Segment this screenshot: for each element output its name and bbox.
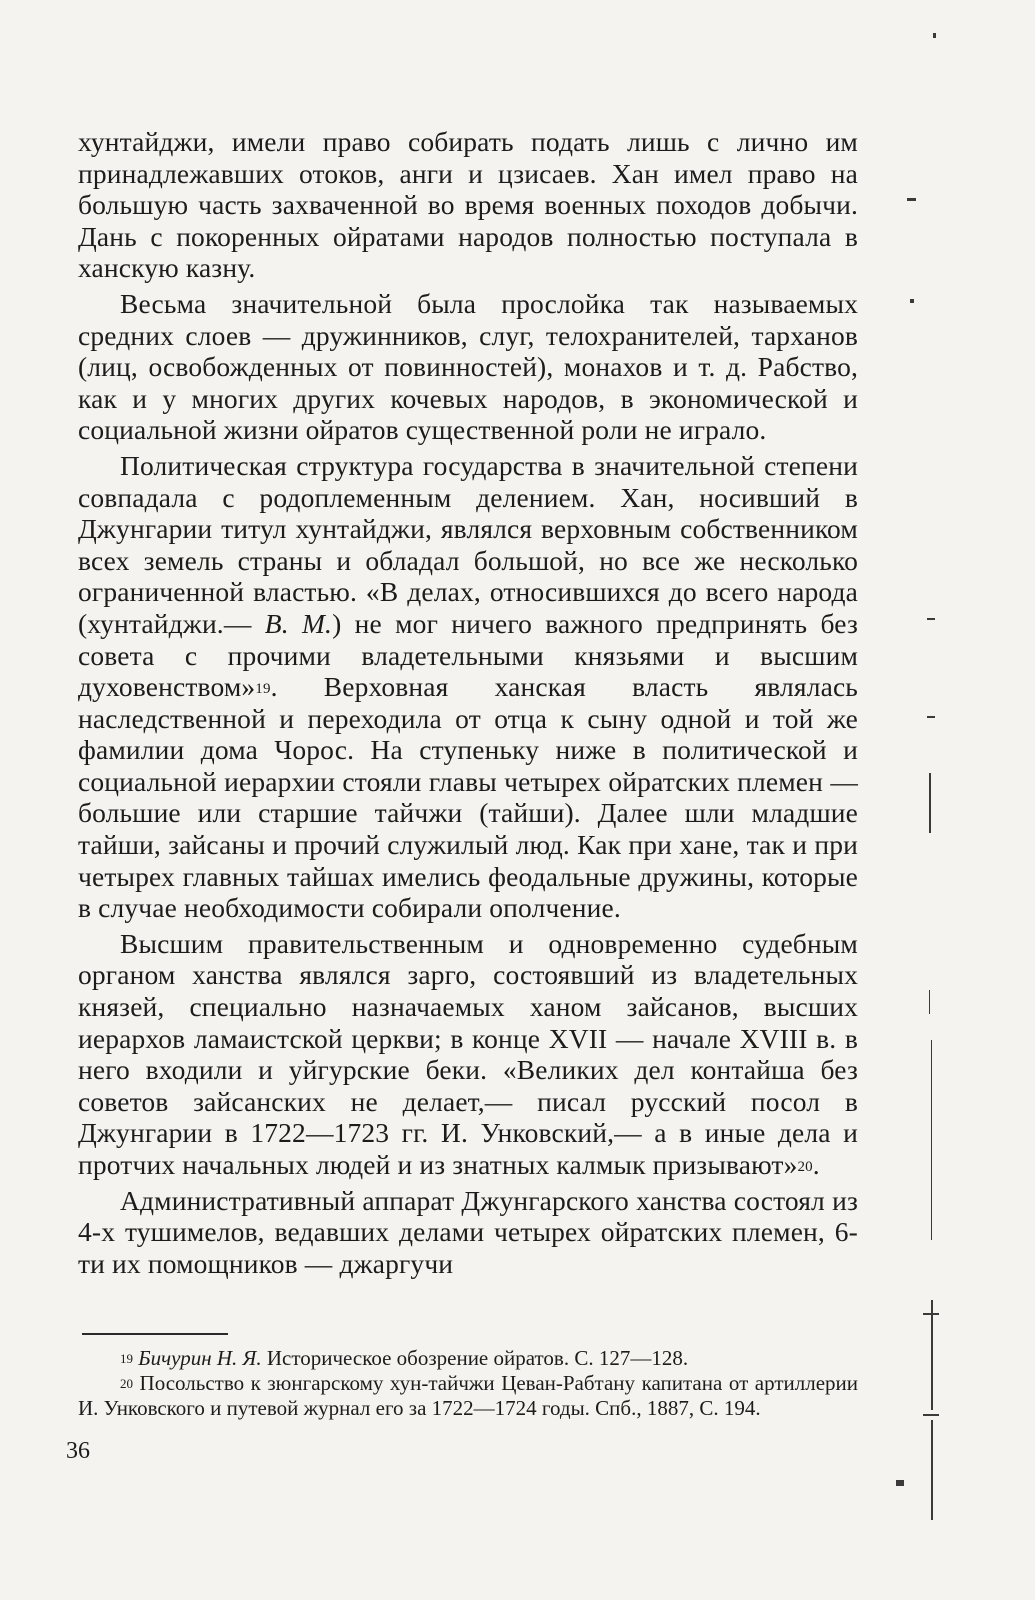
- footnote-19-number: 19: [120, 1351, 133, 1366]
- scan-artifact: [907, 198, 916, 201]
- scan-artifact: [929, 773, 931, 833]
- paragraph-5: [78, 1185, 858, 1280]
- paragraph-4-text-b: .: [812, 1149, 820, 1180]
- scan-artifact: [927, 618, 935, 620]
- author-initials: В. М.: [264, 607, 333, 639]
- paragraph-3-text-a: Политическая структура государства в значительной степени совпадала с родоплеменным делением. Хан, носивший в Джунгарии титул хунтайджи, являлся верховным собственником всех земель страны и обладал большой, но все же несколько ограниченной властью. «В делах, относившихся до всего народа (хунтайджи.—: [78, 449, 858, 639]
- footnotes: [78, 1346, 858, 1421]
- scan-artifact: [929, 990, 930, 1014]
- footnote-divider: [82, 1333, 228, 1335]
- paragraph-1-text: хунтайджи, имели право собирать подать лишь с лично им принадлежавших отоков, анги и цзисаев. Хан имел право на большую часть захваченной во время военных походов добычи. Дань с покоренных ойратами народов полностью поступала в ханскую казну.: [78, 126, 858, 284]
- page-number: 36: [66, 1438, 90, 1464]
- scan-artifact: [923, 1313, 939, 1315]
- paragraph-1: [78, 126, 858, 284]
- footnote-ref-19: 19: [255, 681, 271, 698]
- footnote-19: [78, 1346, 858, 1371]
- scan-artifact: [931, 1420, 933, 1520]
- footnote-19-text: Историческое обозрение ойратов. С. 127—128.: [261, 1346, 689, 1370]
- paragraph-5-text: Административный аппарат Джунгарского ханства состоял из 4-х тушимелов, ведавших делами четырех ойратских племен, 6-ти их помощников — джаргучи: [78, 1184, 858, 1279]
- page-body: [78, 126, 858, 1279]
- scan-artifact: [931, 1300, 933, 1410]
- scan-artifact: [933, 33, 936, 38]
- paragraph-3: [78, 450, 858, 924]
- footnote-20-number: 20: [120, 1376, 133, 1391]
- paragraph-4: [78, 928, 858, 1181]
- scan-artifact: [896, 1480, 904, 1486]
- paragraph-2-text: Весьма значительной была прослойка так называемых средних слоев — дружинников, слуг, телохранителей, тарханов (лиц, освобожденных от повинностей), монахов и т. д. Рабство, как и у многих других кочевых народов, в экономической и социальной жизни ойратов существенной роли не играло.: [78, 287, 858, 446]
- scan-artifact: [931, 1040, 932, 1240]
- scan-artifact: [927, 716, 935, 718]
- footnote-19-author: Бичурин Н. Я.: [138, 1346, 262, 1370]
- scan-artifact: [910, 299, 914, 303]
- scan-artifact: [923, 1414, 939, 1416]
- footnote-ref-20: 20: [797, 1159, 813, 1175]
- paragraph-2: [78, 288, 858, 446]
- footnote-20-text: Посольство к зюнгарскому хун-тайчжи Цеван-Рабтану капитана от артиллерии И. Унковского и путевой журнал его за 1722—1724 годы. Спб., 1887, С. 194.: [78, 1371, 858, 1420]
- paragraph-3-text-b: ) не мог ничего важного предпринять без совета с прочими владетельными князьями и высшим духовенством»: [78, 607, 858, 703]
- paragraph-4-text-a: Высшим правительственным и одновременно судебным органом ханства являлся зарго, состоявший из владетельных князей, специально назначаемых ханом зайсанов, высших иерархов ламаистской церкви; в конце XVII — начале XVIII в. в него входили и уйгурские беки. «Великих дел контайша без советов зайсанских не делает,— писал русский посол в Джунгарии в 1722—1723 гг. И. Унковский,— а в иные дела и протчих начальных людей и из знатных калмык призывают»: [78, 927, 858, 1180]
- paragraph-3-text-c: . Верховная ханская власть являлась наследственной и переходила от отца к сыну одной и той же фамилии дома Чорос. На ступеньку ниже в политической и социальной иерархии стояли главы четырех ойратских племен — большие или старшие тайчжи (тайши). Далее шли младшие тайши, зайсаны и прочий служилый люд. Как при хане, так и при четырех главных тайшах имелись феодальные дружины, которые в случае необходимости собирали ополчение.: [78, 671, 858, 924]
- footnote-20: [78, 1371, 858, 1421]
